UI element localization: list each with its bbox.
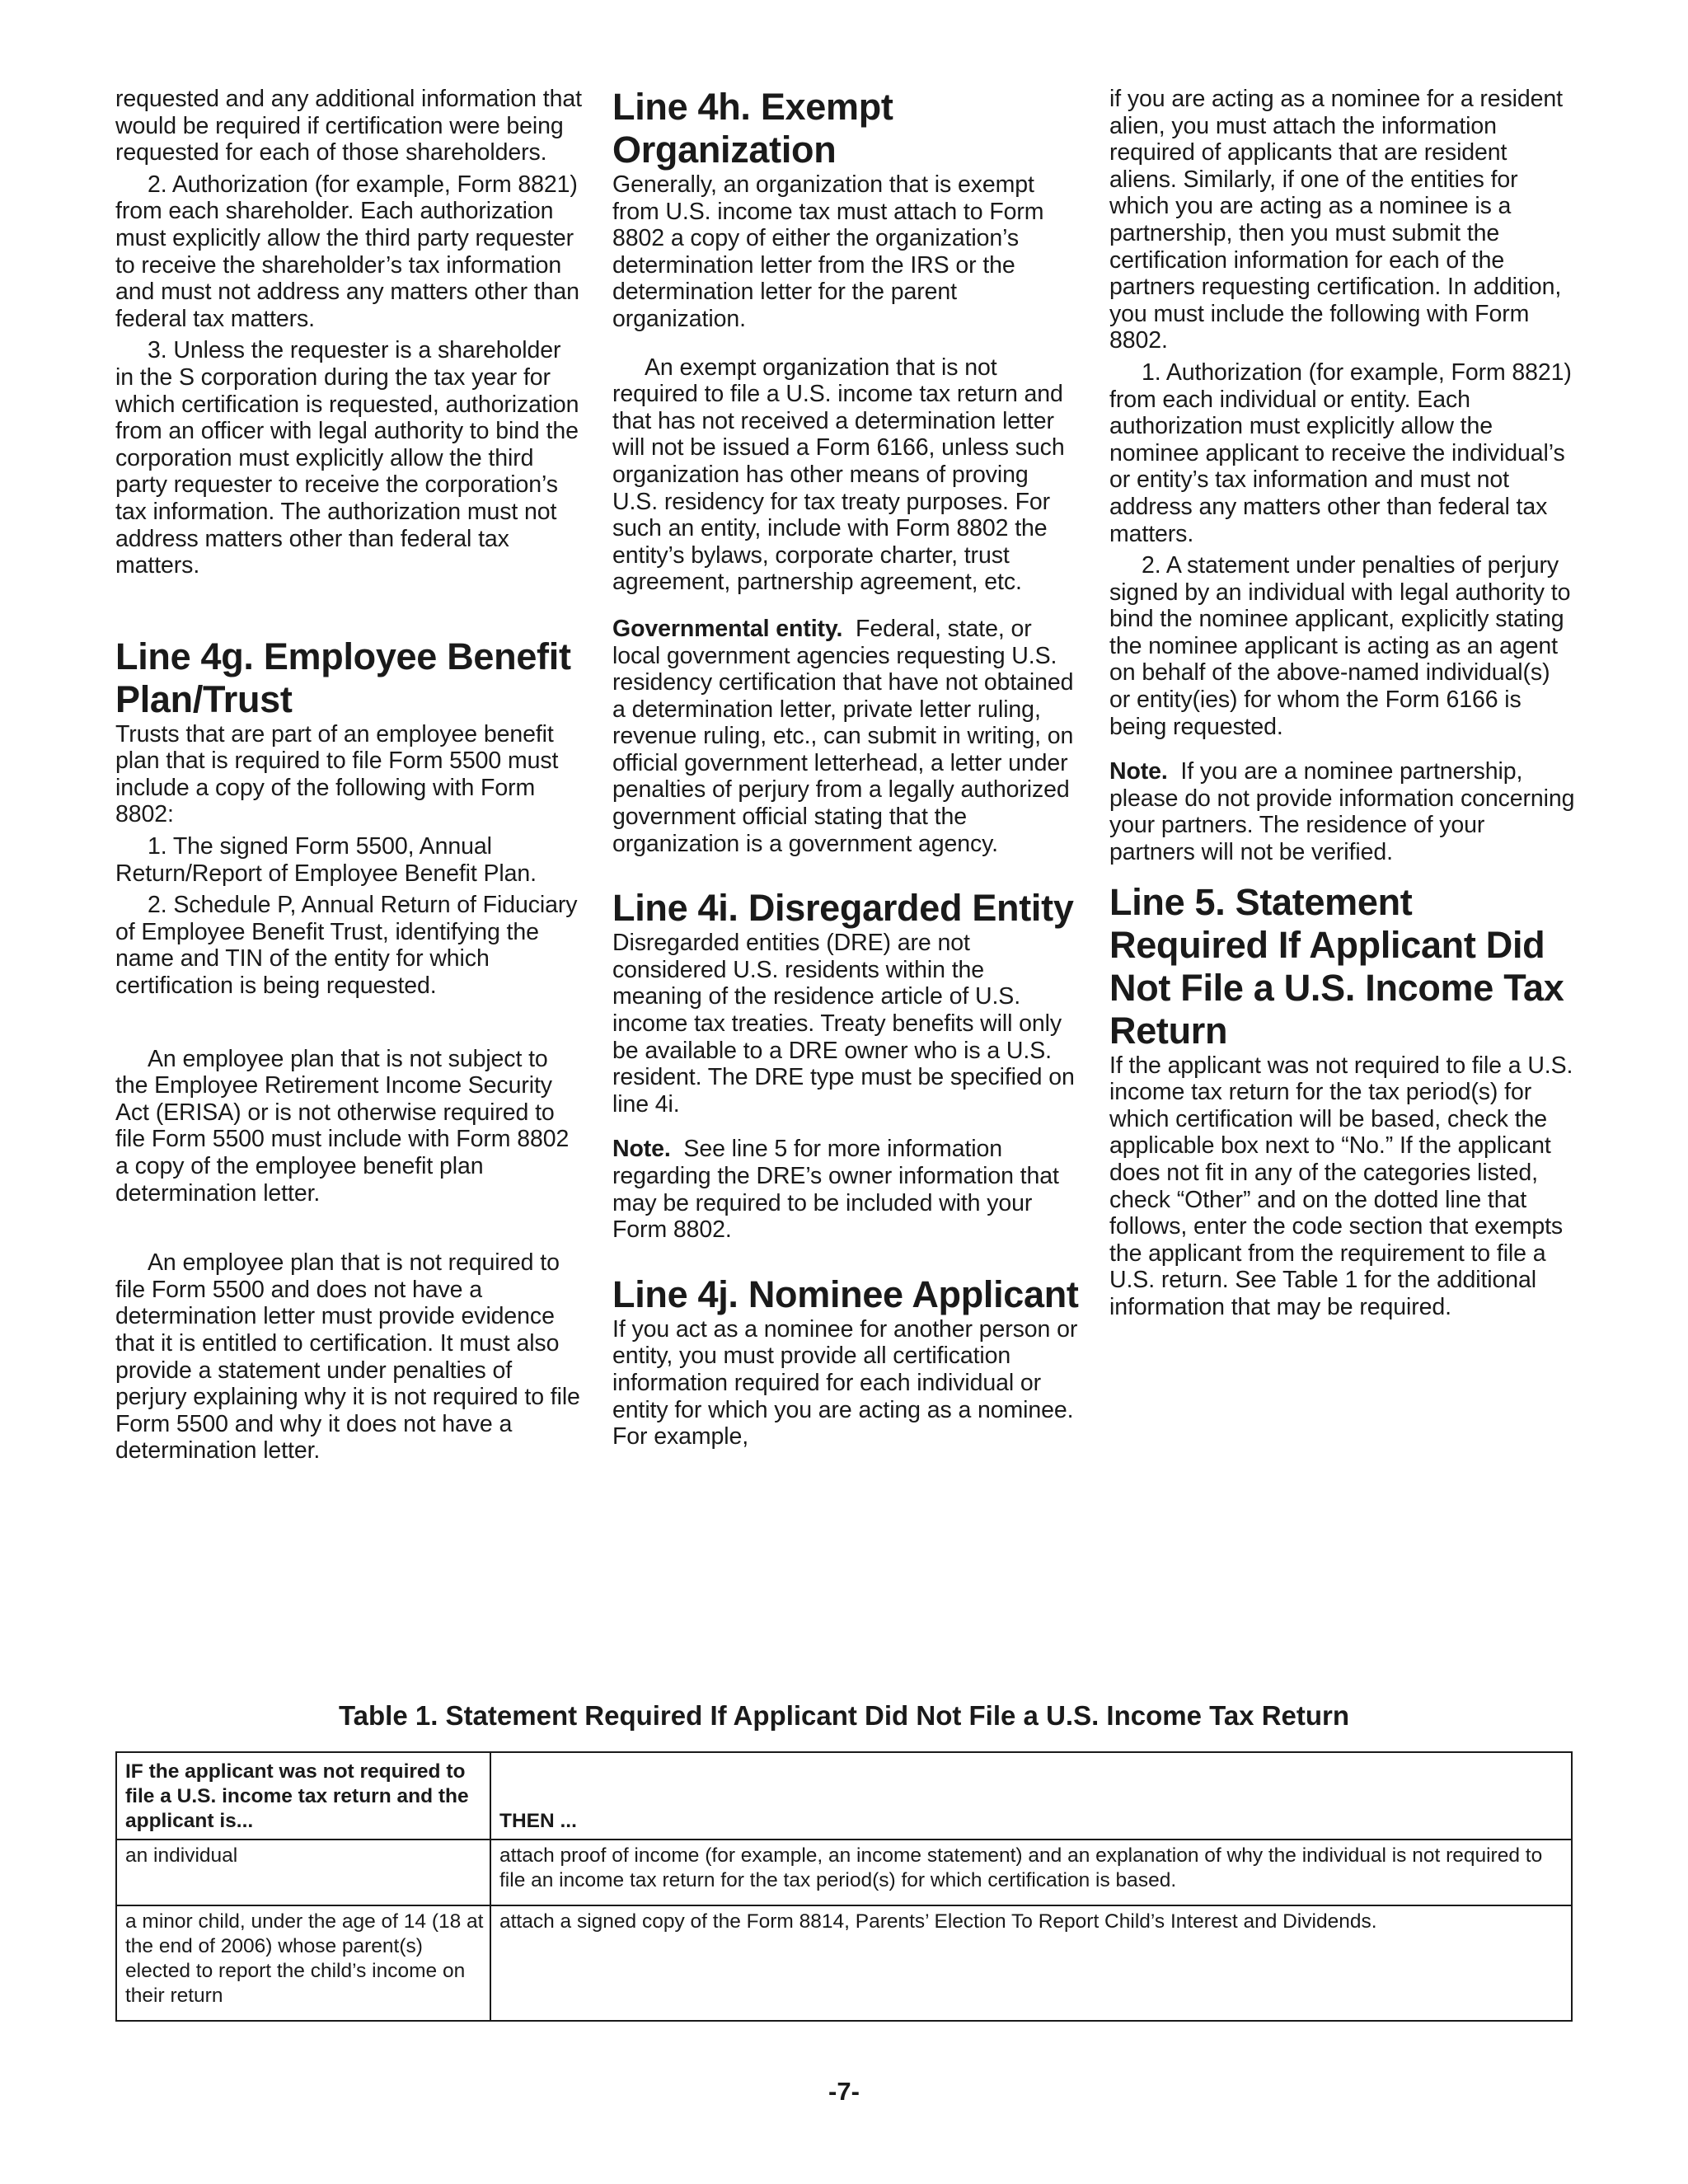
paragraph-4j: If you act as a nominee for another person or entity, you must provide all certification information required for each individual or entity for which you are acting as a nominee. For example, (612, 1315, 1078, 1451)
column-middle (612, 86, 1079, 1451)
paragraph-4g-intro: Trusts that are part of an employee benefit plan that is required to file Form 5500 must include a copy of the following with Form 8802: (115, 720, 559, 828)
paragraph-continued: requested and any additional information that would be required if certification were being requested for each of those shareholders. (115, 86, 582, 166)
paragraph-no-determination-letter: An employee plan that is not required to file Form 5500 and does not have a determination letter must provide evidence that it is entitled to certification. It must also provide a statement under penalties of perjury explaining why it is not required to file Form 5500 and why it does not have a determination letter. (115, 1249, 580, 1465)
list-item-nominee-authorization: 1. Authorization (for example, Form 8821) from each individual or entity. Each authorization must explicitly allow the nominee applicant to receive the individual’s or entity’s tax information and must not address any matters other than federal tax matters. (1109, 359, 1572, 547)
heading-line-4i: Line 4i. Disregarded Entity (612, 887, 1074, 930)
note-label: Note. (612, 1136, 671, 1163)
table-title: Table 1. Statement Required If Applicant Did Not File a U.S. Income Tax Return (338, 1700, 1350, 1731)
paragraph-line-5: If the applicant was not required to file a U.S. income tax return for the tax period(s) for which certification will be based, check the applicable box next to “No.” If the applicant does not fit in any of the categories listed, check “Other” and on the dotted line that follows, enter the code section that exempts the applicant from the requirement to file a U.S. return. See Table 1 for the additional information that may be required. (1109, 1052, 1573, 1320)
list-item-form-5500: 1. The signed Form 5500, Annual Return/Report of Employee Benefit Plan. (115, 833, 537, 887)
table-cell-then: attach a signed copy of the Form 8814, Parents’ Election To Report Child’s Interest and Dividends. (490, 1905, 1572, 2021)
list-item-schedule-p: 2. Schedule P, Annual Return of Fiduciary of Employee Benefit Trust, identifying the name and TIN of the entity for which certification is being requested. (115, 892, 578, 1000)
table-row (116, 1840, 1572, 1905)
governmental-entity-text: Federal, state, or local government agencies requesting U.S. residency certification that have not obtained a determination letter, private letter ruling, revenue ruling, etc., can submit in writing, on official government letterhead, a letter under penalties of perjury from a legally authorized government official stating that the organization is a government agency. (612, 615, 1074, 857)
paragraph-note-partnership (1109, 758, 1576, 865)
column-left (115, 86, 582, 1465)
table-row (116, 1905, 1572, 2021)
column-right (1109, 86, 1576, 1321)
note-text: See line 5 for more information regarding the DRE’s owner information that may be required to be included with your Form 8802. (612, 1136, 1059, 1244)
note-text: If you are a nominee partnership, please do not provide information concerning your partners. The residence of your partners will not be verified. (1109, 758, 1575, 866)
table-1 (115, 1751, 1573, 2022)
table-header-row (116, 1752, 1572, 1840)
governmental-entity-label: Governmental entity. (612, 615, 843, 642)
list-item-shareholder-authorization: 2. Authorization (for example, Form 8821) from each shareholder. Each authorization must explicitly allow the third party requester to receive the shareholder’s tax information and must not address any matters other than federal tax matters. (115, 171, 579, 332)
paragraph-note-4i (612, 1136, 1079, 1243)
paragraph-erisa: An employee plan that is not subject to the Employee Retirement Income Security Act (ERISA) or is not otherwise required to file Form 5500 must include with Form 8802 a copy of the employee benefit plan determination letter. (115, 1045, 570, 1207)
paragraph-4h-general: Generally, an organization that is exempt from U.S. income tax must attach to Form 8802 a copy of either the organization’s determination letter from the IRS or the determination letter for the parent organization. (612, 171, 1044, 332)
table-cell-if: a minor child, under the age of 14 (18 at the end of 2006) whose parent(s) elected to report the child’s income on their return (116, 1905, 490, 2021)
paragraph-4h-no-return: An exempt organization that is not required to file a U.S. income tax return and that has not received a determination letter will not be issued a Form 6166, unless such organization has other means of proving U.S. residency for tax treaty purposes. For such an entity, include with Form 8802 the entity’s bylaws, corporate charter, trust agreement, partnership agreement, etc. (612, 354, 1065, 596)
heading-line-4h: Line 4h. Exempt Organization (612, 86, 893, 171)
note-label: Note. (1109, 758, 1168, 785)
table-cell-if: an individual (116, 1840, 490, 1905)
table-header-if: IF the applicant was not required to file a U.S. income tax return and the applicant is... (116, 1752, 490, 1840)
heading-line-5: Line 5. Statement Required If Applicant Did Not File a U.S. Income Tax Return (1109, 880, 1564, 1052)
table-cell-then: attach proof of income (for example, an income statement) and an explanation of why the individual is not required to file an income tax return for the tax period(s) for which certification is based. (490, 1840, 1572, 1905)
paragraph-4i: Disregarded entities (DRE) are not considered U.S. residents within the meaning of the residence article of U.S. income tax treaties. Treaty benefits will only be available to a DRE owner who is a U.S. resident. The DRE type must be specified on line 4i. (612, 930, 1075, 1118)
page-number: -7- (828, 2077, 860, 2106)
heading-line-4j: Line 4j. Nominee Applicant (612, 1272, 1079, 1315)
heading-line-4g: Line 4g. Employee Benefit Plan/Trust (115, 635, 571, 720)
paragraph-governmental-entity (612, 616, 1079, 857)
list-item-officer-authorization: 3. Unless the requester is a shareholder in the S corporation during the tax year for which certification is requested, authorization from an officer with legal authority to bind the corporation must explicitly allow the third party requester to receive the corporation’s tax information. The authorization must not address matters other than federal tax matters. (115, 337, 579, 579)
list-item-nominee-statement: 2. A statement under penalties of perjury signed by an individual with legal authority to bind the nominee applicant, explicitly stating the nominee applicant is acting as an agent on behalf of the above-named individual(s) or entity(ies) for whom the Form 6166 is being requested. (1109, 552, 1571, 740)
paragraph-4j-continued: if you are acting as a nominee for a resident alien, you must attach the information required of applicants that are resident aliens. Similarly, if one of the entities for which you are acting as a nominee is a partnership, then you must submit the certification information for each of the partners requesting certification. In addition, you must include the following with Form 8802. (1109, 86, 1563, 354)
table-header-then: THEN ... (490, 1752, 1572, 1840)
